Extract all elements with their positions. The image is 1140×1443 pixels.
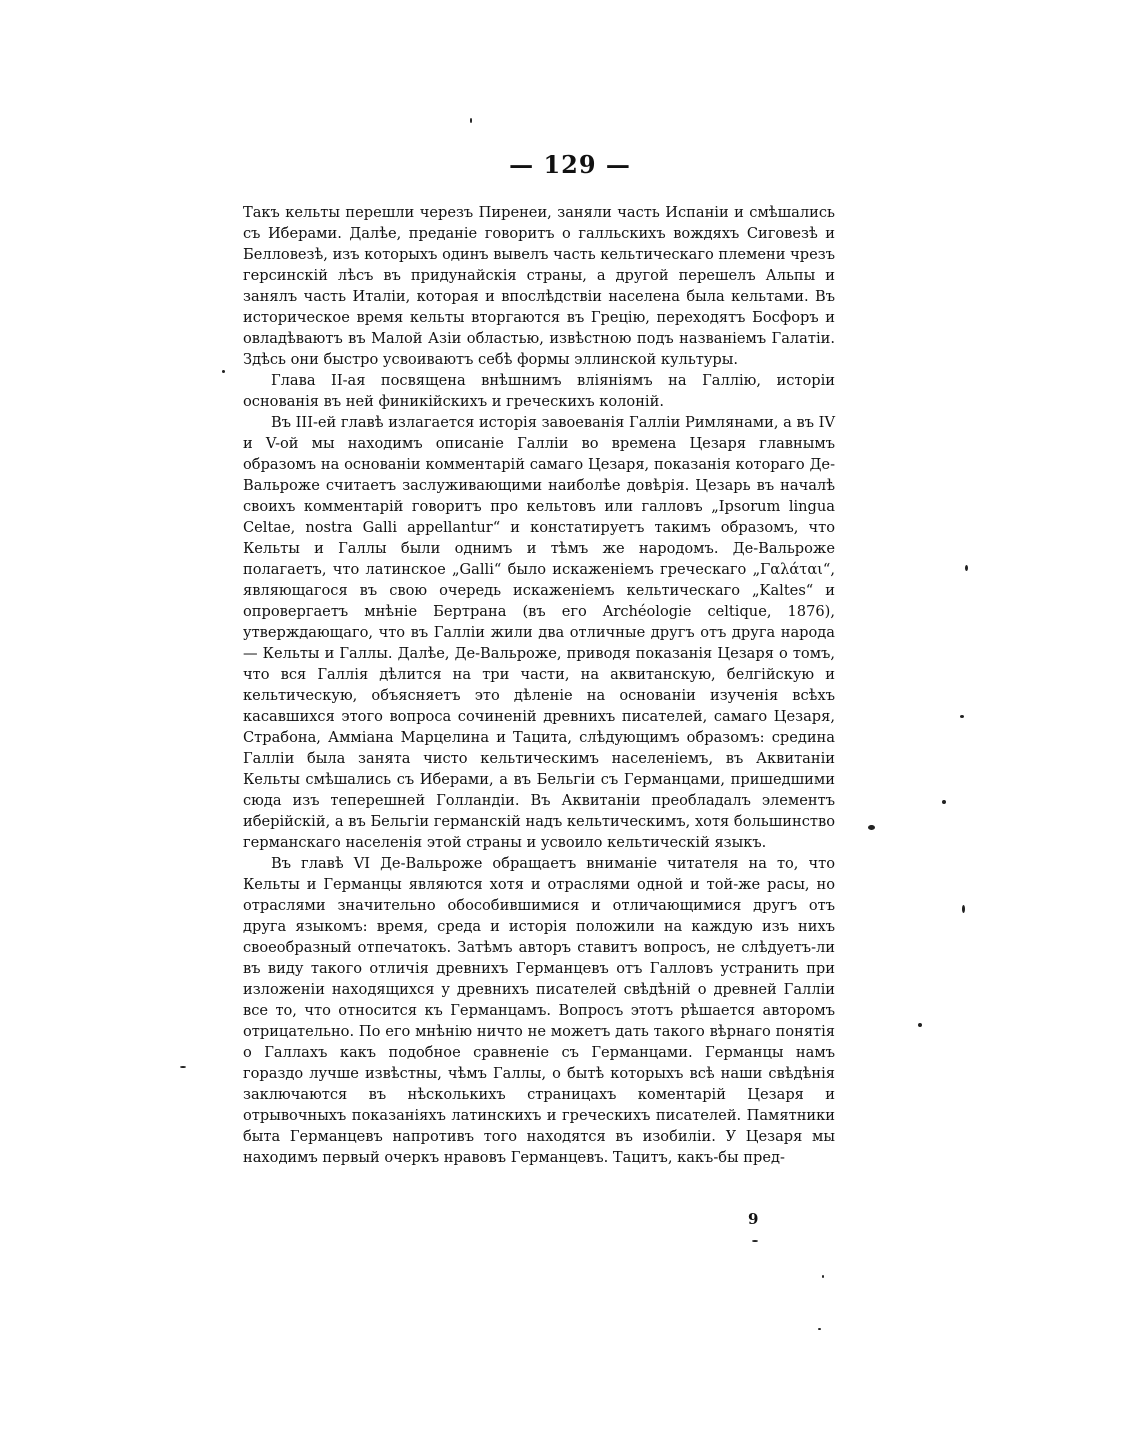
scan-speck — [822, 1275, 824, 1278]
page-number: — 129 — — [509, 150, 631, 179]
scan-speck — [752, 1240, 758, 1242]
scan-speck — [942, 800, 946, 804]
scan-speck — [965, 565, 968, 571]
scan-speck — [918, 1023, 922, 1027]
scan-speck — [470, 118, 472, 123]
paragraph-1: Такъ кельты перешли черезъ Пиренеи, заняли часть Испаніи и смѣшались съ Иберами. Далѣе, преданіе говоритъ о галльскихъ вождяхъ Сиговезѣ и Белловезѣ, изъ которыхъ одинъ вывелъ часть кельтическаго племени чрезъ герсинскій лѣсъ въ придунайскія страны, а другой перешелъ Альпы и занялъ часть Италіи, которая и впослѣдствіи населена была кельтами. Въ историческое время кельты вторгаются въ Грецію, переходятъ Босфоръ и овладѣваютъ въ Малой Азіи областью, извѣстною подъ названіемъ Галатіи. Здѣсь они быстро усвоиваютъ себѣ формы эллинской культуры. — [243, 204, 835, 368]
paragraph-4: Въ главѣ VI Де-Вальроже обращаетъ вниманіе читателя на то, что Кельты и Германцы являются хотя и отраслями одной и той-же расы, но отраслями значительно обособившимися и отличающимися другъ отъ друга языкомъ: время, среда и исторія положили на каждую изъ нихъ своеобразный отпечатокъ. Затѣмъ авторъ ставитъ вопросъ, не слѣдуетъ-ли въ виду такого отличія древнихъ Германцевъ отъ Галловъ устранить при изложеніи находящихся у древнихъ писателей свѣдѣній о древней Галліи все то, что относится къ Германцамъ. Вопросъ этотъ рѣшается авторомъ отрицательно. По его мнѣнію ничто не можетъ дать такого вѣрнаго понятія о Галлахъ какъ подобное сравненіе съ Германцами. Германцы намъ гораздо лучше извѣстны, чѣмъ Галлы, о бытѣ которыхъ всѣ наши свѣдѣнія заключаются въ нѣсколькихъ страницахъ коментарій Цезаря и отрывочныхъ показаніяхъ латинскихъ и греческихъ писателей. Памятники быта Германцевъ напротивъ того находятся въ изобиліи. У Цезаря мы находимъ первый очеркъ нравовъ Германцевъ. Тацитъ, какъ-бы пред- — [243, 855, 835, 1166]
paragraph-2: Глава II-ая посвящена внѣшнимъ вліяніямъ на Галлію, исторіи основанія въ ней финикійскихъ и греческихъ колоній. — [243, 372, 835, 410]
signature-mark: 9 — [748, 1210, 759, 1228]
scan-speck — [222, 370, 225, 373]
scan-speck — [960, 715, 964, 718]
paragraph-3: Въ III-ей главѣ излагается исторія завоеванія Галліи Римлянами, а въ IV и V-ой мы находимъ описаніе Галліи во времена Цезаря главнымъ образомъ на основаніи комментарій самаго Цезаря, показанія котораго Де-Вальроже считаетъ заслуживающими наиболѣе довѣрія. Цезарь въ началѣ своихъ комментарій говоритъ про кельтовъ или галловъ „Ipsorum lingua Celtae, nostra Galli appellantur“ и констатируетъ такимъ образомъ, что Кельты и Галлы были однимъ и тѣмъ же народомъ. Де-Вальроже полагаетъ, что латинское „Galli“ было искаженіемъ греческаго „Γαλάται“, являющагося въ свою очередь искаженіемъ кельтическаго „Kaltes“ и опровергаетъ мнѣніе Бертрана (въ его Archéologie celtique, 1876), утверждающаго, что въ Галліи жили два отличные другъ отъ друга народа — Кельты и Галлы. Далѣе, Де-Вальроже, приводя показанія Цезаря о томъ, что вся Галлія дѣлится на три части, на аквитанскую, белгійскую и кельтическую, объясняетъ это дѣленіе на основаніи изученія всѣхъ касавшихся этого вопроса сочиненій древнихъ писателей, самаго Цезаря, Страбона, Амміана Марцелина и Тацита, слѣдующимъ образомъ: средина Галліи была занята чисто кельтическимъ населеніемъ, въ Аквитаніи Кельты смѣшались съ Иберами, а въ Бельгіи съ Германцами, пришедшими сюда изъ теперешней Голландіи. Въ Аквитаніи преобладалъ элементъ иберійскій, а въ Бельгіи германскій надъ кельтическимъ, хотя большинство германскаго населенія этой страны и усвоило кельтическій языкъ. — [243, 414, 835, 851]
scan-speck — [868, 825, 875, 830]
body-text — [243, 202, 835, 1168]
scan-speck — [962, 905, 965, 913]
scan-speck — [818, 1328, 821, 1330]
scan-speck — [180, 1066, 186, 1068]
